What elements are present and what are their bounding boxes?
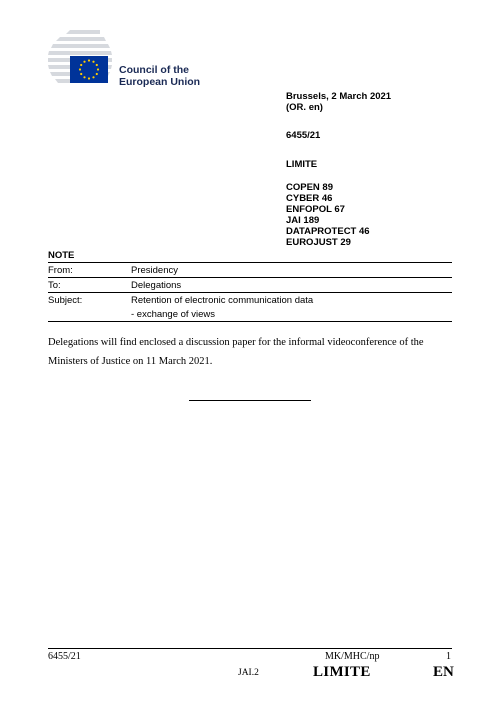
footer-initials: MK/MHC/np: [325, 651, 380, 662]
body-paragraph: Delegations will find enclosed a discussion paper for the informal videoconference of the Ministers of Justice on 11 March 2021.: [48, 337, 424, 367]
flag-star-icon: [83, 76, 85, 78]
subject-value-line2: - exchange of views: [131, 309, 215, 320]
note-top-divider: [48, 262, 452, 263]
flag-star-icon: [92, 76, 94, 78]
subject-code: ENFOPOL 67: [286, 204, 345, 215]
flag-star-icon: [88, 59, 90, 61]
footer-page-number: 1: [446, 651, 451, 662]
flag-star-icon: [92, 61, 94, 63]
subject-divider: [48, 321, 452, 322]
subject-code: DATAPROTECT 46: [286, 226, 370, 237]
subject-code-list: [286, 182, 391, 248]
document-meta: [286, 91, 391, 248]
from-value: Presidency: [131, 265, 178, 276]
to-label: To:: [48, 280, 61, 291]
from-label: From:: [48, 265, 73, 276]
subject-value-line1: Retention of electronic communication data: [131, 295, 314, 306]
footer-language: EN: [433, 664, 454, 680]
footer-classification: LIMITE: [313, 664, 371, 680]
subject-code: CYBER 46: [286, 193, 333, 204]
end-of-text-rule: [189, 400, 311, 401]
classification-label: LIMITE: [286, 159, 318, 170]
flag-star-icon: [96, 73, 98, 75]
flag-star-icon: [83, 61, 85, 63]
flag-star-icon: [88, 77, 90, 79]
footer-doc-ref: 6455/21: [48, 651, 81, 662]
from-divider: [48, 277, 452, 278]
original-language: (OR. en): [286, 102, 323, 113]
flag-star-icon: [97, 68, 99, 70]
subject-code: JAI 189: [286, 215, 320, 226]
to-value: Delegations: [131, 280, 182, 291]
note-heading: NOTE: [48, 250, 75, 261]
organisation-name-line2: European Union: [119, 75, 201, 88]
flag-star-icon: [80, 64, 82, 66]
flag-star-icon: [96, 64, 98, 66]
subject-code: EUROJUST 29: [286, 237, 351, 248]
subject-code: COPEN 89: [286, 182, 333, 193]
to-divider: [48, 292, 452, 293]
organisation-name: [119, 65, 200, 88]
flag-star-icon: [80, 73, 82, 75]
subject-label: Subject:: [48, 295, 83, 306]
footer-divider: [48, 648, 452, 649]
footer-department: JAI.2: [238, 668, 259, 678]
flag-star-icon: [79, 68, 81, 70]
document-number: 6455/21: [286, 130, 321, 141]
organisation-name-line1: Council of the: [119, 64, 189, 76]
document-date: Brussels, 2 March 2021: [286, 91, 392, 102]
